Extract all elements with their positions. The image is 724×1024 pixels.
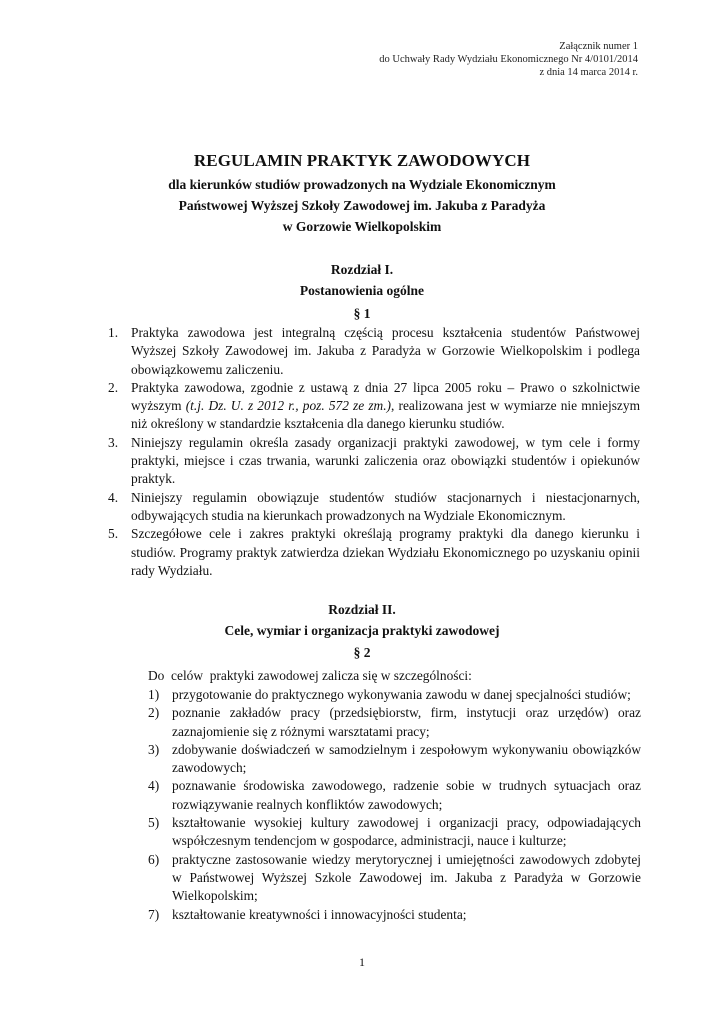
subtitle-line-3: w Gorzowie Wielkopolskim <box>282 219 442 234</box>
item-text: poznanie zakładów pracy (przedsiębiorstw, firm, instytucji oraz urzędów) oraz zaznajomienie się z różnymi warsztatami pracy; <box>172 705 641 739</box>
list-item <box>148 777 641 814</box>
page-number: 1 <box>359 955 365 969</box>
section-2-intro: Do celów praktyki zawodowej zalicza się w szczególności: <box>148 668 472 683</box>
document-subtitle <box>0 174 724 237</box>
subtitle-line-2: Państwowej Wyższej Szkoły Zawodowej im. Jakuba z Paradyża <box>178 198 546 213</box>
item-number: 5) <box>148 815 160 831</box>
list-item <box>148 704 641 741</box>
item-number: 2. <box>108 379 119 395</box>
item-text: kształtowanie wysokiej kultury zawodowej i organizacji pracy, odpowiadających współczesnym tendencjom w gospodarce, administracji, nauce i kulturze; <box>172 815 641 849</box>
item-number: 4) <box>148 778 160 794</box>
item-text: przygotowanie do praktycznego wykonywania zawodu w danej specjalności studiów; <box>172 687 631 702</box>
subtitle-line-1: dla kierunków studiów prowadzonych na Wydziale Ekonomicznym <box>168 177 556 192</box>
chapter-1-name: Postanowienia ogólne <box>299 283 425 298</box>
section-1-heading: § 1 <box>353 306 371 321</box>
list-item <box>148 851 641 906</box>
list-item <box>148 906 641 924</box>
item-text: Niniejszy regulamin określa zasady organizacji praktyki zawodowej, w tym cele i formy praktyki, miejsce i czas trwania, warunki zaliczenia oraz obowiązki studentów i opiekunów praktyk. <box>131 434 640 487</box>
item-number: 6) <box>148 851 160 867</box>
document-title: REGULAMIN PRAKTYK ZAWODOWYCH <box>193 151 531 170</box>
item-text: zdobywanie doświadczeń w samodzielnym i zespołowym wykonywaniu obowiązków zawodowych; <box>172 741 641 776</box>
item-number: 5. <box>108 526 119 542</box>
list-item <box>108 525 640 580</box>
list-item <box>148 741 641 778</box>
list-item <box>108 489 640 526</box>
chapter-2-name: Cele, wymiar i organizacja praktyki zawodowej <box>224 623 500 638</box>
item-text: Praktyka zawodowa jest integralną częścią procesu kształcenia studentów Państwowej Wyższej Szkoły Zawodowej im. Jakuba z Paradyża w Gorzowie Wielkopolskim i podlega obowiązkowemu zaliczeniu. <box>131 325 640 377</box>
chapter-2-number: Rozdział II. <box>328 602 396 617</box>
annex-header <box>379 40 638 79</box>
item-number: 7) <box>148 906 160 922</box>
chapter-1-heading <box>0 259 724 301</box>
annex-line-2: do Uchwały Rady Wydziału Ekonomicznego Nr 4/0101/2014 <box>379 54 638 65</box>
item-text: Praktyka zawodowa, zgodnie z ustawą z dnia 27 lipca 2005 roku – Prawo o szkolnictwie wyższym <box>131 379 640 414</box>
item-text: kształtowanie kreatywności i innowacyjności studenta; <box>172 906 467 922</box>
list-item <box>108 379 640 434</box>
chapter-1-number: Rozdział I. <box>330 262 394 277</box>
list-item <box>148 686 641 704</box>
item-text: praktyczne zastosowanie wiedzy merytorycznej i umiejętności zawodowych zdobytej w Państwowej Wyższej Szkole Zawodowej im. Jakuba z Paradyża w Gorzowie Wielkopolskim; <box>172 851 641 904</box>
item-number: 2) <box>148 705 160 721</box>
section-2-list <box>148 686 641 924</box>
annex-line-1: Załącznik numer 1 <box>559 41 638 52</box>
item-text: poznawanie środowiska zawodowego, radzenie sobie w trudnych sytuacjach oraz rozwiązywanie realnych konfliktów zawodowych; <box>172 778 641 812</box>
item-number: 3) <box>148 741 160 757</box>
list-item <box>108 434 640 489</box>
section-2-heading: § 2 <box>353 645 371 660</box>
item-number: 3. <box>108 434 119 450</box>
item-citation: (t.j. Dz. U. z 2012 r., poz. 572 ze zm.) <box>185 398 392 414</box>
item-text: Niniejszy regulamin obowiązuje studentów studiów stacjonarnych i niestacjonarnych, odbywających studia na kierunkach prowadzonych na Wydziale Ekonomicznym. <box>131 489 640 523</box>
annex-line-3: z dnia 14 marca 2014 r. <box>539 67 638 78</box>
list-item <box>148 814 641 851</box>
chapter-2-heading <box>0 599 724 641</box>
item-number: 4. <box>108 489 119 505</box>
section-1-list <box>108 324 640 580</box>
item-text: Szczegółowe cele i zakres praktyki określają programy praktyki dla danego kierunku i studiów. Programy praktyk zatwierdza dziekan Wydziału Ekonomicznego po uzyskaniu opinii rady Wydziału. <box>131 526 640 578</box>
item-number: 1) <box>148 687 160 702</box>
list-item <box>108 324 640 379</box>
item-text-continued: , realizowana jest w wymiarze nie mniejszym niż określony w standardzie kształcenia dla danego kierunku studiów. <box>131 398 640 432</box>
item-number: 1. <box>108 325 119 340</box>
